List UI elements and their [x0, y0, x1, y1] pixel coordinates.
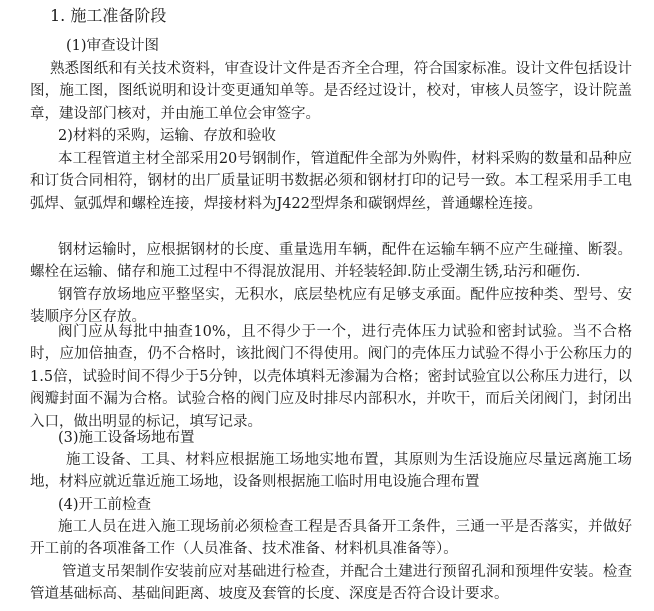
paragraph-materials-storage: 钢管存放场地应平整坚实，无积水，底层垫枕应有足够支承面。配件应按种类、型号、安装顺序分区存放。	[30, 287, 632, 326]
paragraph-pre-start-check: 施工人员在进入施工现场前必须检查工程是否具备开工条件，三通一平是否落实，并做好开工前的各项准备工作（人员准备、技术准备、材料机具准备等）。	[30, 519, 632, 558]
paragraph-support-installation: 管道支吊架制作安装前应对基础进行检查，并配合土建进行预留孔洞和预埋件安装。检查管道基础标高、基础间距离、坡度及套管的长度、深度是否符合设计要求。	[30, 564, 632, 603]
subsection-title-pre-start-check: (4)开工前检查	[58, 497, 152, 513]
subsection-title-materials: 2)材料的采购，运输、存放和验收	[58, 128, 276, 144]
section-heading: 1. 施工准备阶段	[50, 6, 167, 25]
paragraph-valve-testing: 阀门应从每批中抽查10%，且不得少于一个，进行壳体压力试验和密封试验。当不合格时，应加倍抽查，仍不合格时，该批阀门不得使用。阀门的壳体压力试验不得小于公称压力的1.5倍，试验时间不得少于5分钟，以壳体填料无渗漏为合格；密封试验宜以公称压力进行，以阀瓣封面不漏为合格。试验合格的阀门应及时排尽内部积水，并吹干，而后关闭阀门，封闭出入口，做出明显的标记，填写记录。	[30, 324, 632, 430]
subsection-title-review-drawings: (1)审查设计图	[66, 38, 160, 54]
subsection-title-site-layout: (3)施工设备场地布置	[58, 430, 195, 446]
paragraph-site-layout: 施工设备、工具、材料应根据施工场地实地布置，其原则为生活设施应尽量远离施工场地，材料应就近靠近施工场地，设备则根据施工临时用电设施合理布置	[30, 452, 632, 491]
paragraph-materials-procurement: 本工程管道主材全部采用20号钢制作，管道配件全部为外购件，材料采购的数量和品种应和订货合同相符，钢材的出厂质量证明书数据必须和钢材打印的记号一致。本工程采用手工电弧焊、氩弧焊和螺栓连接，焊接材料为J422型焊条和碳钢焊丝，普通螺栓连接。	[30, 151, 632, 212]
paragraph-materials-transport: 钢材运输时，应根据钢材的长度、重量选用车辆，配件在运输车辆不应产生碰撞、断裂。螺栓在运输、储存和施工过程中不得混放混用、并轻装轻卸.防止受潮生锈,玷污和砸伤.	[30, 242, 632, 281]
paragraph-review-drawings: 熟悉图纸和有关技术资料，审查设计文件是否齐全合理，符合国家标准。设计文件包括设计图，施工图，图纸说明和设计变更通知单等。是否经过设计，校对，审核人员签字，设计院盖章，建设部门核对，并由施工单位会审签字。	[30, 61, 632, 122]
